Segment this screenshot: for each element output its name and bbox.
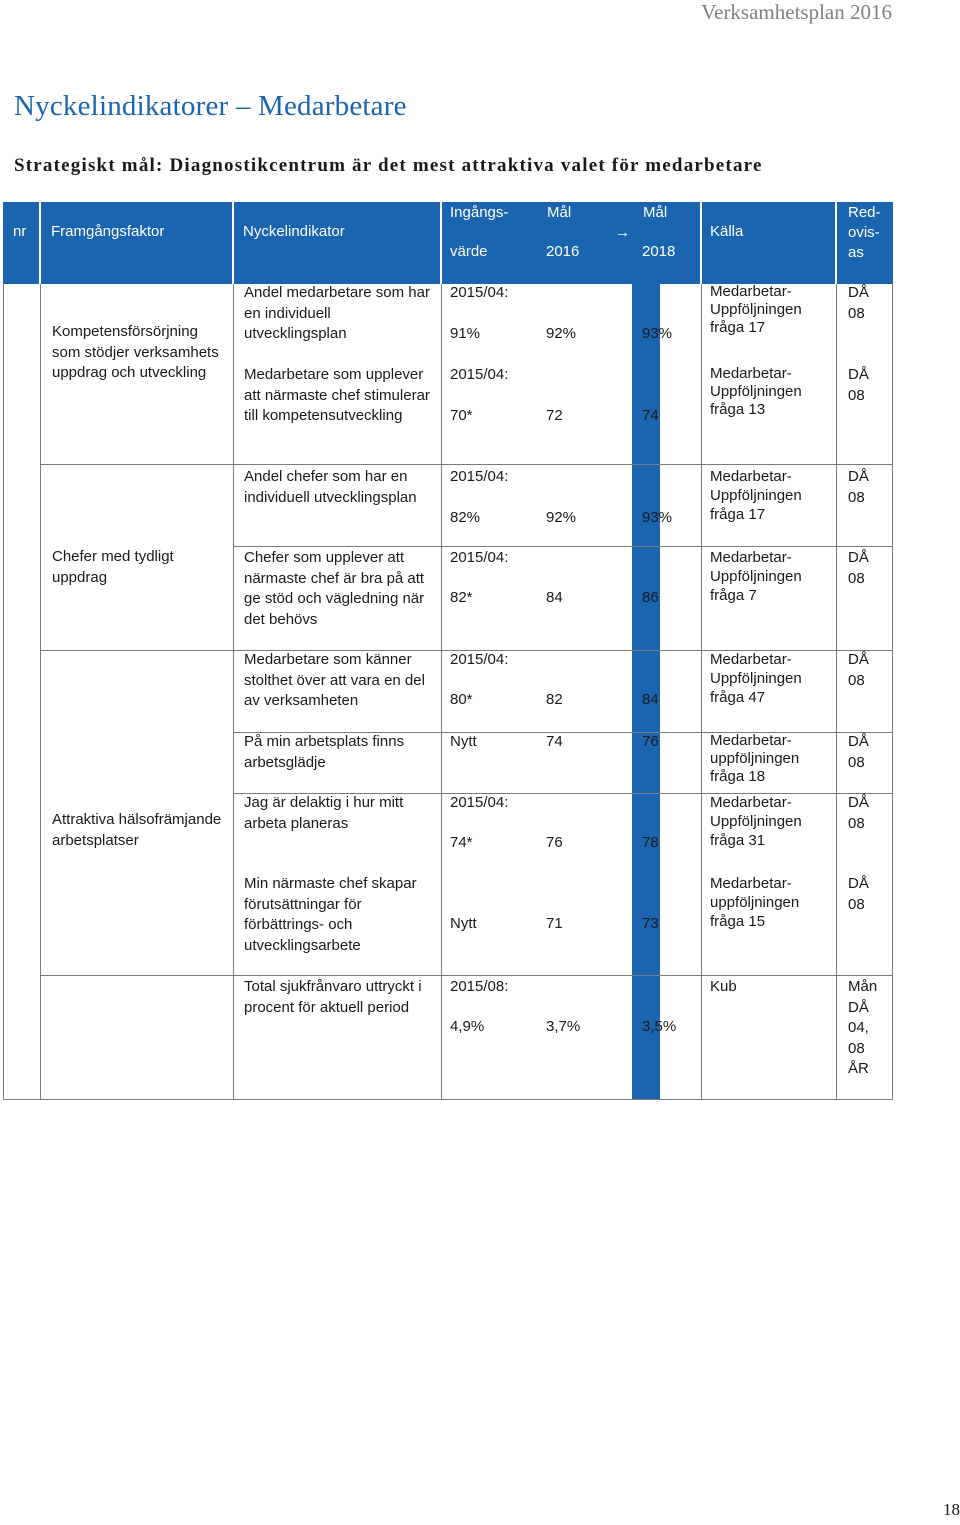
reported-cell (848, 650, 869, 691)
strategic-goal-subtitle: Strategiskt mål: Diagnostikcentrum är det mest attraktiva valet för medarbetare (14, 155, 763, 176)
source-line: fråga 13 (710, 401, 766, 418)
reported-cell (848, 467, 869, 508)
target-2016-cell: 72 (546, 407, 563, 424)
reported-line: Mån (848, 978, 878, 995)
baseline-cell: 70* (450, 407, 473, 424)
target-2018-cell: 86 (642, 589, 659, 606)
reported-line: 08 (848, 569, 865, 587)
target-2018-cell: 93% (642, 509, 673, 526)
source-line: fråga 18 (710, 768, 766, 785)
source-cell (710, 650, 802, 707)
header-key-indicator: Nyckelindikator (243, 223, 345, 240)
indicator-cell: Min närmaste chef skapar förutsättningar för förbättrings- och utvecklingsarbete (244, 875, 417, 954)
success-factor-competence: Kompetensförsörjning som stödjer verksamhets uppdrag och utveckling (52, 323, 219, 381)
reported-line: ÅR (848, 1060, 869, 1077)
baseline-cell: 80* (450, 691, 473, 708)
reported-cell (848, 793, 869, 834)
header-target-2018-line1: Mål (643, 204, 668, 221)
header-divider (700, 202, 702, 284)
reported-line: 04, (848, 1019, 869, 1036)
source-cell (710, 732, 799, 786)
reported-line: 08 (848, 386, 865, 404)
baseline-cell: 74* (450, 834, 473, 851)
page-number: 18 (943, 1500, 960, 1519)
header-nr: nr (13, 223, 27, 240)
target-2016-cell: 82 (546, 691, 563, 708)
reported-cell (848, 977, 877, 1080)
header-reported-line3: as (848, 244, 864, 261)
source-line: Medarbetar- (710, 651, 792, 668)
source-cell: Kub (710, 978, 737, 995)
header-divider (440, 202, 442, 284)
target-2018-cell: 78 (642, 834, 659, 851)
source-line: Medarbetar- (710, 875, 792, 892)
target-2018-cell: 73 (642, 915, 659, 932)
target-2016-cell: 92% (546, 325, 577, 342)
arrow-right-icon: → (615, 224, 630, 241)
indicator-cell: På min arbetsplats finns arbetsglädje (244, 733, 405, 771)
source-line: Medarbetar- (710, 468, 792, 485)
header-baseline-line2: värde (450, 243, 488, 260)
column-divider (701, 284, 702, 1100)
reported-cell (848, 283, 869, 324)
target-2016-cell: 3,7% (546, 1018, 581, 1035)
source-cell (710, 365, 802, 419)
reported-line: DÅ (848, 366, 869, 383)
source-line: fråga 15 (710, 913, 766, 930)
target-2018-cell: 84 (642, 691, 659, 708)
table-border (892, 284, 893, 1100)
indicator-cell: Medarbetare som upplever att närmaste chef stimulerar till kompetensutveckling (244, 366, 430, 424)
target-2018-cell: 93% (642, 325, 673, 342)
source-line: Medarbetar- (710, 732, 792, 749)
indicator-cell: Andel chefer som har en individuell utvecklingsplan (244, 468, 417, 506)
source-cell (710, 874, 799, 931)
baseline-cell: Nytt (450, 733, 477, 750)
reported-line: 08 (848, 488, 865, 506)
source-line: uppföljningen (710, 894, 800, 911)
header-success-factor: Framgångsfaktor (51, 223, 165, 240)
baseline-label-cell: 2015/08: (450, 978, 509, 995)
running-head: Verksamhetsplan 2016 (701, 0, 892, 24)
reported-line: DÅ (848, 998, 869, 1016)
target-2018-cell: 3,5% (642, 1018, 677, 1035)
table-header (3, 202, 893, 284)
source-cell (710, 283, 802, 337)
column-divider (40, 284, 41, 1100)
reported-cell (848, 365, 869, 406)
source-cell (710, 548, 802, 605)
reported-line: 08 (848, 814, 865, 832)
reported-line: 08 (848, 1039, 865, 1057)
source-line: fråga 17 (710, 506, 766, 523)
reported-line: 08 (848, 753, 865, 771)
source-line: Uppföljningen (710, 301, 802, 318)
target-2018-cell: 74 (642, 407, 659, 424)
page-title: Nyckelindikatorer – Medarbetare (14, 90, 407, 122)
row-divider (40, 464, 893, 465)
indicator-cell: Medarbetare som känner stolthet över att vara en del av verksamheten (244, 651, 425, 709)
reported-line: DÅ (848, 794, 869, 811)
reported-line: DÅ (848, 549, 869, 566)
reported-line: DÅ (848, 875, 869, 892)
reported-line: DÅ (848, 651, 869, 668)
table-border (3, 1099, 893, 1100)
baseline-cell: Nytt (450, 915, 477, 932)
header-baseline-line1: Ingångs- (450, 204, 509, 221)
header-divider (835, 202, 837, 284)
table-border (3, 284, 4, 1100)
header-target-2016-line1: Mål (547, 204, 572, 221)
target-2016-cell: 92% (546, 509, 577, 526)
indicator-cell: Jag är delaktig i hur mitt arbeta planeras (244, 794, 404, 832)
baseline-label-cell: 2015/04: (450, 366, 509, 383)
source-line: Uppföljningen (710, 383, 802, 400)
reported-cell (848, 732, 869, 773)
baseline-cell: 4,9% (450, 1018, 485, 1035)
target-2016-cell: 84 (546, 589, 563, 606)
row-divider (233, 546, 893, 547)
source-line: Uppföljningen (710, 487, 802, 504)
header-source: Källa (710, 223, 744, 240)
source-line: fråga 7 (710, 587, 757, 604)
source-line: uppföljningen (710, 750, 800, 767)
baseline-label-cell: 2015/04: (450, 549, 509, 566)
baseline-label-cell: 2015/04: (450, 651, 509, 668)
reported-line: 08 (848, 895, 865, 913)
source-cell (710, 467, 802, 524)
reported-line: DÅ (848, 733, 869, 750)
row-divider (40, 975, 893, 976)
reported-line: DÅ (848, 284, 869, 301)
source-line: fråga 31 (710, 832, 766, 849)
target-2018-cell: 76 (642, 733, 659, 750)
source-line: Uppföljningen (710, 670, 802, 687)
source-line: Medarbetar- (710, 365, 792, 382)
header-target-2016-line2: 2016 (546, 243, 580, 260)
reported-cell (848, 548, 869, 589)
reported-line: 08 (848, 671, 865, 689)
baseline-label-cell: 2015/04: (450, 284, 509, 301)
column-divider (441, 284, 442, 1100)
reported-line: DÅ (848, 468, 869, 485)
header-divider (39, 202, 41, 284)
baseline-label-cell: 2015/04: (450, 794, 509, 811)
baseline-label-cell: 2015/04: (450, 468, 509, 485)
indicator-cell: Total sjukfrånvaro uttryckt i procent för aktuell period (244, 978, 422, 1016)
target-2016-cell: 76 (546, 834, 563, 851)
baseline-cell: 91% (450, 325, 481, 342)
header-reported-line2: ovis- (848, 224, 880, 241)
source-line: Medarbetar- (710, 283, 792, 300)
source-line: Uppföljningen (710, 813, 802, 830)
baseline-cell: 82% (450, 509, 481, 526)
success-factor-workplaces: Attraktiva hälsofrämjande arbetsplatser (52, 811, 222, 849)
source-line: Medarbetar- (710, 794, 792, 811)
reported-cell (848, 874, 869, 915)
reported-line: 08 (848, 304, 865, 322)
column-divider (233, 284, 234, 1100)
header-reported-line1: Red- (848, 204, 881, 221)
indicator-cell: Andel medarbetare som har en individuell utvecklingsplan (244, 284, 430, 342)
source-line: fråga 17 (710, 319, 766, 336)
source-line: Uppföljningen (710, 568, 802, 585)
header-divider (232, 202, 234, 284)
target-2016-cell: 71 (546, 915, 563, 932)
indicator-cell: Chefer som upplever att närmaste chef är bra på att ge stöd och vägledning när det behövs (244, 549, 425, 628)
success-factor-managers: Chefer med tydligt uppdrag (52, 548, 174, 586)
key-indicators-table (3, 202, 893, 1100)
target-2016-cell: 74 (546, 733, 563, 750)
source-line: Medarbetar- (710, 549, 792, 566)
source-line: fråga 47 (710, 689, 766, 706)
baseline-cell: 82* (450, 589, 473, 606)
source-cell (710, 793, 802, 850)
column-divider (836, 284, 837, 1100)
header-target-2018-line2: 2018 (642, 243, 676, 260)
